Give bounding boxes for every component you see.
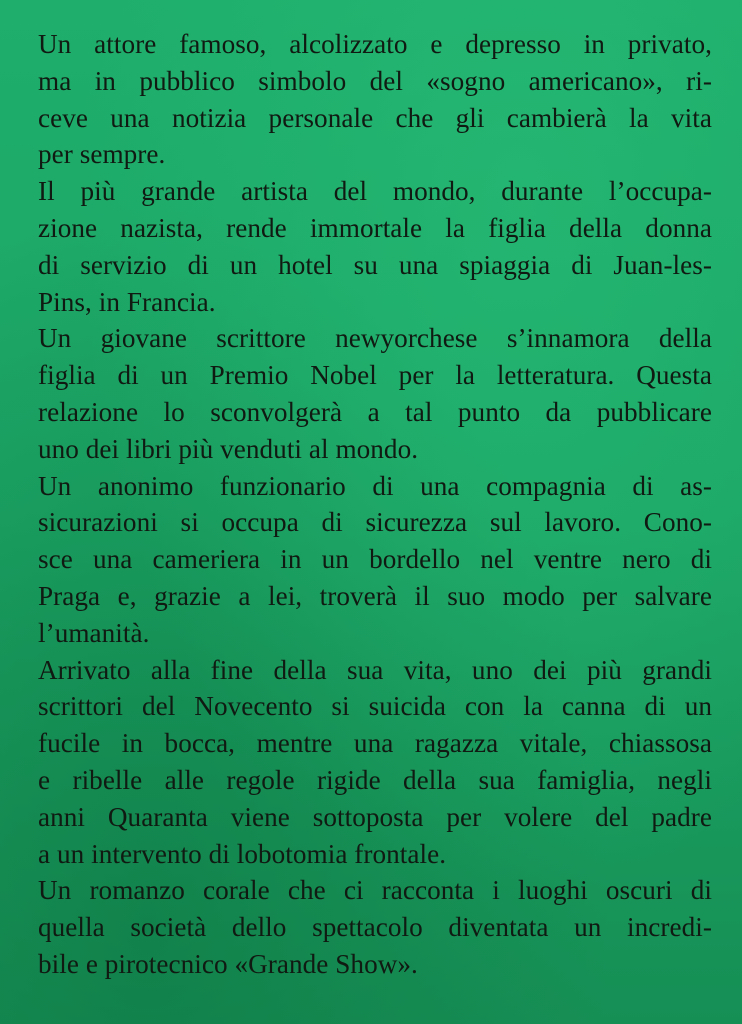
text-line: anni Quaranta viene sottoposta per volere del padre bbox=[38, 801, 712, 832]
text-line: sicurazioni si occupa di sicurezza sul lavoro. Cono- bbox=[38, 507, 712, 538]
text-line: Praga e, grazie a lei, troverà il suo modo per salvare bbox=[38, 580, 712, 611]
text-line: Pins, in Francia. bbox=[38, 286, 216, 317]
text-line: Un romanzo corale che ci racconta i luoghi oscuri di bbox=[38, 875, 712, 906]
text-line: Un anonimo funzionario di una compagnia di as- bbox=[38, 470, 712, 501]
text-line: uno dei libri più venduti al mondo. bbox=[38, 433, 419, 464]
text-line: per sempre. bbox=[38, 139, 166, 170]
text-line: e ribelle alle regole rigide della sua famiglia, negli bbox=[38, 764, 712, 795]
text-line: ceve una notizia personale che gli cambierà la vita bbox=[38, 102, 712, 133]
text-line: bile e pirotecnico «Grande Show». bbox=[38, 948, 418, 979]
text-line: zione nazista, rende immortale la figlia della donna bbox=[38, 212, 712, 243]
text-line: Un attore famoso, alcolizzato e depresso in privato, bbox=[38, 29, 712, 59]
text-line: scrittori del Novecento si suicida con la canna di un bbox=[38, 691, 712, 722]
blurb-text bbox=[38, 26, 712, 983]
paragraph-5 bbox=[38, 652, 712, 873]
paragraph-6 bbox=[38, 872, 712, 982]
text-line: Il più grande artista del mondo, durante l’occupa- bbox=[38, 176, 712, 207]
text-line: a un intervento di lobotomia frontale. bbox=[38, 838, 447, 869]
text-line: quella società dello spettacolo diventata un incredi- bbox=[38, 912, 712, 943]
paragraph-4 bbox=[38, 468, 712, 652]
paragraph-3 bbox=[38, 320, 712, 467]
text-line: fucile in bocca, mentre una ragazza vitale, chiassosa bbox=[38, 728, 712, 759]
text-line: ma in pubblico simbolo del «sogno americano», ri- bbox=[38, 65, 712, 96]
text-line: Un giovane scrittore newyorchese s’innamora della bbox=[38, 323, 712, 354]
text-line: l’umanità. bbox=[38, 617, 150, 648]
paragraph-2 bbox=[38, 173, 712, 320]
text-line: di servizio di un hotel su una spiaggia di Juan-les- bbox=[38, 249, 712, 280]
text-line: figlia di un Premio Nobel per la letteratura. Questa bbox=[38, 360, 712, 391]
text-line: Arrivato alla fine della sua vita, uno dei più grandi bbox=[38, 654, 712, 685]
text-line: relazione lo sconvolgerà a tal punto da pubblicare bbox=[38, 396, 712, 427]
paragraph-1 bbox=[38, 26, 712, 173]
text-line: sce una cameriera in un bordello nel ventre nero di bbox=[38, 544, 712, 575]
